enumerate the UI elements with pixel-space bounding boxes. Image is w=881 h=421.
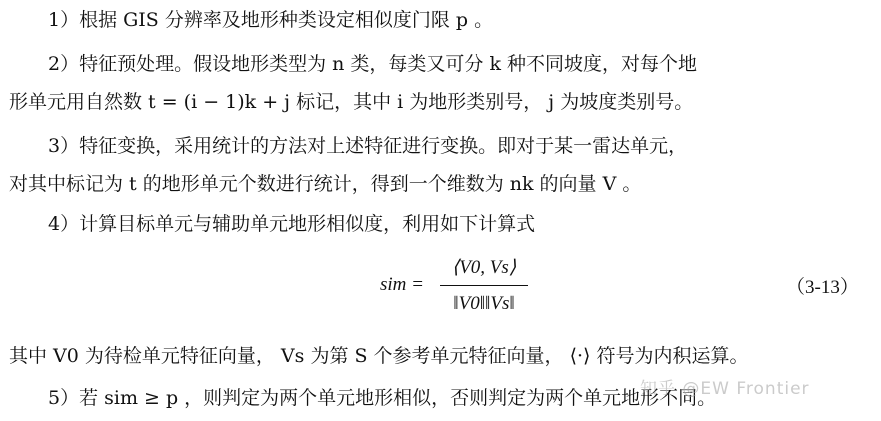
similarity-equation xyxy=(380,253,540,323)
fraction-bar xyxy=(440,285,528,286)
vector-definition-text: 其中 V0 为待检单元特征向量， Vs 为第 S 个参考单元特征向量， ⟨·⟩ 符号为内积运算。 xyxy=(9,345,749,367)
step-3-text-line1: 3）特征变换，采用统计的方法对上述特征进行变换。即对于某一雷达单元， xyxy=(48,135,688,157)
watermark: 知乎 @EW Frontier xyxy=(640,379,810,399)
step-1-text: 1）根据 GIS 分辨率及地形种类设定相似度门限 p 。 xyxy=(48,9,494,31)
equation-numerator: ⟨V0, Vs⟩ xyxy=(451,257,517,278)
step-4-text: 4）计算目标单元与辅助单元地形相似度，利用如下计算式 xyxy=(48,213,536,235)
equation-denominator: ‖V0‖‖Vs‖ xyxy=(453,293,515,314)
equation-fraction xyxy=(440,253,528,319)
equation-number: （3-13） xyxy=(786,277,859,298)
step-3-text-line2: 对其中标记为 t 的地形单元个数进行统计，得到一个维数为 nk 的向量 V 。 xyxy=(9,173,642,195)
step-2-text-line2: 形单元用自然数 t = (i − 1)k + j 标记，其中 i 为地形类别号， j 为坡度类别号。 xyxy=(9,91,694,113)
step-5-text: 5）若 sim ≥ p ，则判定为两个单元地形相似，否则判定为两个单元地形不同。 xyxy=(48,387,717,409)
equation-lhs: sim = xyxy=(380,274,424,295)
step-2-text-line1: 2）特征预处理。假设地形类型为 n 类，每类又可分 k 种不同坡度，对每个地 xyxy=(48,53,697,75)
